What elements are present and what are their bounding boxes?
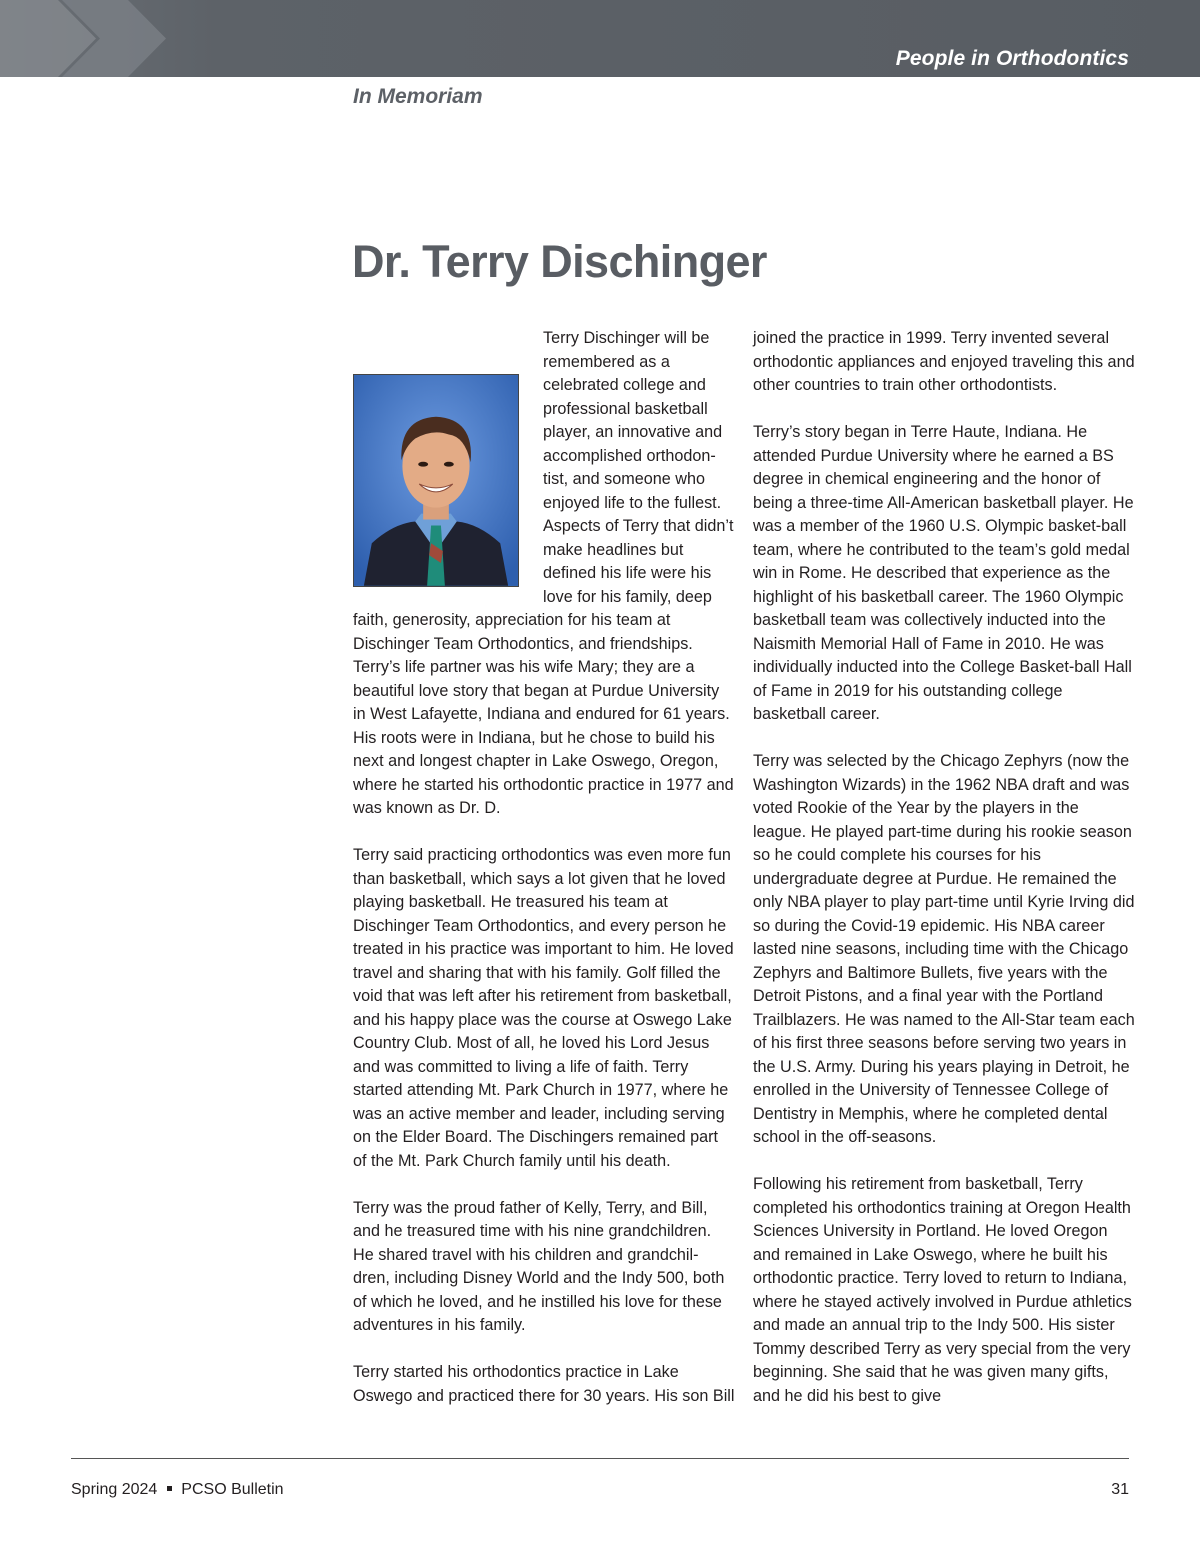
portrait-photo	[353, 374, 519, 587]
article-paragraph: Terry started his orthodontics practice in Lake Oswego and practiced there for 30 years. His son Bill	[353, 1363, 735, 1405]
article-paragraph: Following his retirement from basketball, Terry completed his orthodontics training at Oregon Health Sciences University in Portland. He loved Oregon and remained in Lake Oswego, where he built his orthodontic practice. Terry loved to return to Indiana, where he stayed actively involved in Purdue athletics and made an annual trip to the Indy 500. His sister Tommy described Terry as very special from the very beginning. She said that he was given many gifts, and he did his best to give	[753, 1175, 1132, 1405]
article-kicker: In Memoriam	[353, 85, 483, 108]
article-paragraph: Terry was the proud father of Kelly, Terry, and Bill, and he treasured time with his nine grandchildren. He shared travel with his children and grandchil-dren, including Disney World and the Indy 500, both of which he loved, and he instilled his love for these adventures in his family.	[353, 1198, 725, 1334]
article-paragraph: Terry’s story began in Terre Haute, Indiana. He attended Purdue University where he earned a BS degree in chemical engineering and the honor of being a three-time All-American basketball player. He was a member of the 1960 U.S. Olympic basket-ball team, where he contributed to the team’s gold medal win in Rome. He described that experience as the highlight of his basketball career. The 1960 Olympic basketball team was collectively inducted into the Naismith Memorial Hall of Fame in 2010. He was individually inducted into the College Basket-ball Hall of Fame in 2019 for his outstanding college basketball career.	[753, 423, 1134, 723]
page-number: 31	[1111, 1481, 1129, 1498]
article-column-left	[353, 327, 735, 1408]
footer-publication: PCSO Bulletin	[181, 1481, 284, 1498]
article-title: Dr. Terry Dischinger	[352, 236, 767, 287]
header-band	[0, 0, 1200, 77]
article-paragraph: joined the practice in 1999. Terry invented several orthodontic appliances and enjoyed traveling this and other countries to train other orthodontists.	[753, 329, 1135, 394]
article-paragraph: Terry Dischinger will be remembered as a celebrated college and professional basketball player, an innovative and accomplished orthodon-tist, and someone who enjoyed life to the fullest. Aspects of Terry that didn’t make headlines but defined his life were his love for his family, deep faith, generosity, appreciation for his team at Dischinger Team Orthodontics, and friendships. Terry’s life partner was his wife Mary; they are a beautiful love story that began at Purdue University in West Lafayette, Indiana and endured for 61 years. His roots were in Indiana, but he chose to build his next and longest chapter in Lake Oswego, Oregon, where he started his orthodontic practice in 1977 and was known as Dr. D.	[353, 329, 734, 817]
bullet-square-icon	[167, 1486, 172, 1491]
article-column-right	[753, 327, 1135, 1408]
article-paragraph: Terry said practicing orthodontics was even more fun than basketball, which says a lot given that he loved playing basketball. He treasured his team at Dischinger Team Orthodontics, and every person he treated in his practice was important to him. He loved travel and sharing that with his family. Golf filled the void that was left after his retirement from basketball, and his happy place was the course at Oswego Lake Country Club. Most of all, he loved his Lord Jesus and was committed to living a life of faith. Terry started attending Mt. Park Church in 1977, where he was an active member and leader, including serving on the Elder Board. The Dischingers remained part of the Mt. Park Church family until his death.	[353, 846, 734, 1170]
article-paragraph: Terry was selected by the Chicago Zephyrs (now the Washington Wizards) in the 1962 NBA draft and was voted Rookie of the Year by the players in the league. He played part-time during his rookie season so he could complete his courses for his undergraduate degree at Purdue. He remained the only NBA player to play part-time until Kyrie Irving did so during the Covid-19 epidemic. His NBA career lasted nine seasons, including time with the Chicago Zephyrs and Baltimore Bullets, five years with the Detroit Pistons, and a final year with the Portland Trailblazers. He was named to the All-Star team each of his first three seasons before serving two years in the U.S. Army. During his years playing in Detroit, he enrolled in the University of Tennessee College of Dentistry in Memphis, where he completed dental school in the off-seasons.	[753, 752, 1135, 1146]
footer-issue	[71, 1481, 284, 1499]
section-label: People in Orthodontics	[895, 47, 1129, 70]
footer-divider	[71, 1458, 1129, 1459]
footer-issue-date: Spring 2024	[71, 1481, 158, 1498]
portrait-photo-icon	[354, 375, 518, 586]
chevron-decoration-icon	[0, 0, 200, 77]
